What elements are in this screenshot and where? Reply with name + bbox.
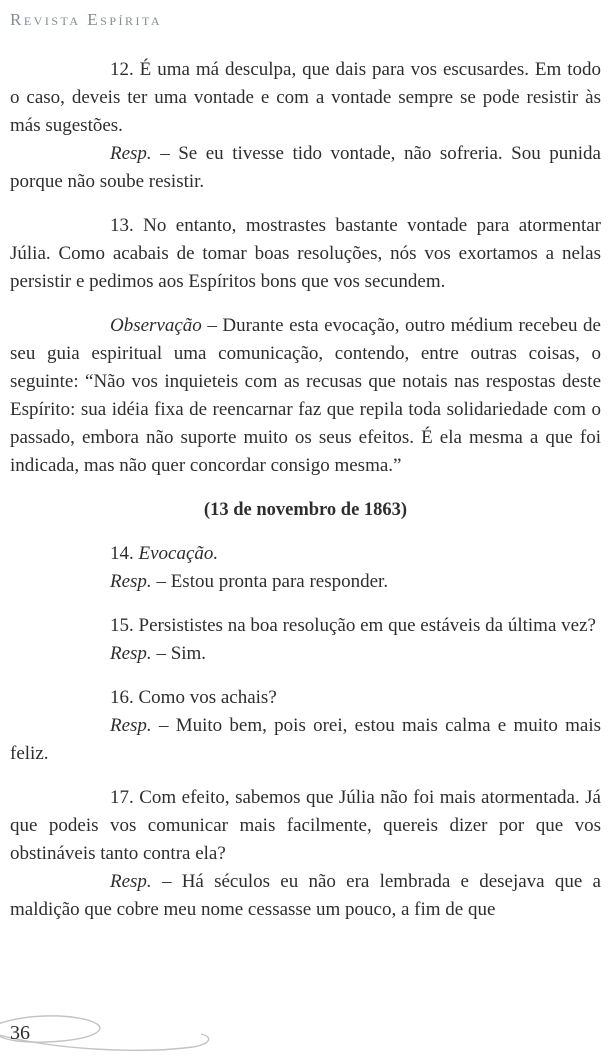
text-segment: – Há séculos eu não era lembrada e desejava que a maldição que cobre meu nome cessasse um pouco, a fim de que [10, 871, 601, 920]
response-paragraph-14 [10, 568, 601, 596]
running-header: Revista Espírita [10, 10, 163, 29]
observation-paragraph [10, 312, 601, 480]
observation-label: Observação [110, 315, 202, 336]
evocation-label: Evocação. [138, 543, 219, 564]
resp-label: Resp. [110, 143, 152, 164]
question-paragraph-16 [10, 684, 601, 712]
text-segment: – Estou pronta para responder. [151, 571, 389, 592]
question-paragraph-14 [10, 540, 601, 568]
text-segment: 16. Como vos achais? [110, 687, 277, 708]
question-paragraph-17 [10, 784, 601, 868]
text-segment: – Muito bem, pois orei, estou mais calma e muito mais feliz. [10, 715, 601, 764]
response-paragraph-15 [10, 640, 601, 668]
text-segment: 13. No entanto, mostrastes bastante vontade para atormentar Júlia. Como acabais de tomar boas resoluções, nós vos exortamos a nelas persistir e pedimos aos Espíritos bons que vos secundem. [10, 215, 601, 292]
question-paragraph-12 [10, 56, 601, 140]
page-footer [0, 1005, 240, 1057]
question-paragraph-13 [10, 212, 601, 296]
text-segment: 14. [110, 543, 139, 564]
question-paragraph-15 [10, 612, 601, 640]
text-segment: 12. É uma má desculpa, que dais para vos escusardes. Em todo o caso, deveis ter uma vontade e com a vontade sempre se pode resistir às más sugestões. [10, 59, 601, 136]
text-segment: – Se eu tivesse tido vontade, não sofreria. Sou punida porque não soube resistir. [10, 143, 601, 192]
flourish-ornament [0, 1005, 225, 1055]
text-segment: 17. Com efeito, sabemos que Júlia não foi mais atormentada. Já que podeis vos comunicar mais facilmente, quereis dizer por que vos obstináveis tanto contra ela? [10, 787, 601, 864]
resp-label: Resp. [110, 571, 152, 592]
date-heading: (13 de novembro de 1863) [203, 500, 408, 520]
text-segment: – Sim. [151, 643, 207, 664]
text-segment: 15. Persististes na boa resolução em que estáveis da última vez? [110, 615, 596, 636]
response-paragraph-17 [10, 868, 601, 924]
page-number: 36 [10, 1022, 30, 1044]
response-paragraph-12 [10, 140, 601, 196]
resp-label: Resp. [110, 715, 152, 736]
text-segment: – Durante esta evocação, outro médium recebeu de seu guia espiritual uma comunicação, contendo, entre outras coisas, o seguinte: “Não vos inquieteis com as recusas que notais nas respostas deste Espírito: sua idéia fixa de reencarnar faz que repila toda solidariedade com o passado, embora não suporte muito os seus efeitos. É ela mesma a que foi indicada, mas não quer concordar consigo mesma.” [10, 315, 601, 476]
resp-label: Resp. [110, 871, 152, 892]
resp-label: Resp. [110, 643, 152, 664]
page-body [10, 56, 601, 924]
response-paragraph-16 [10, 712, 601, 768]
